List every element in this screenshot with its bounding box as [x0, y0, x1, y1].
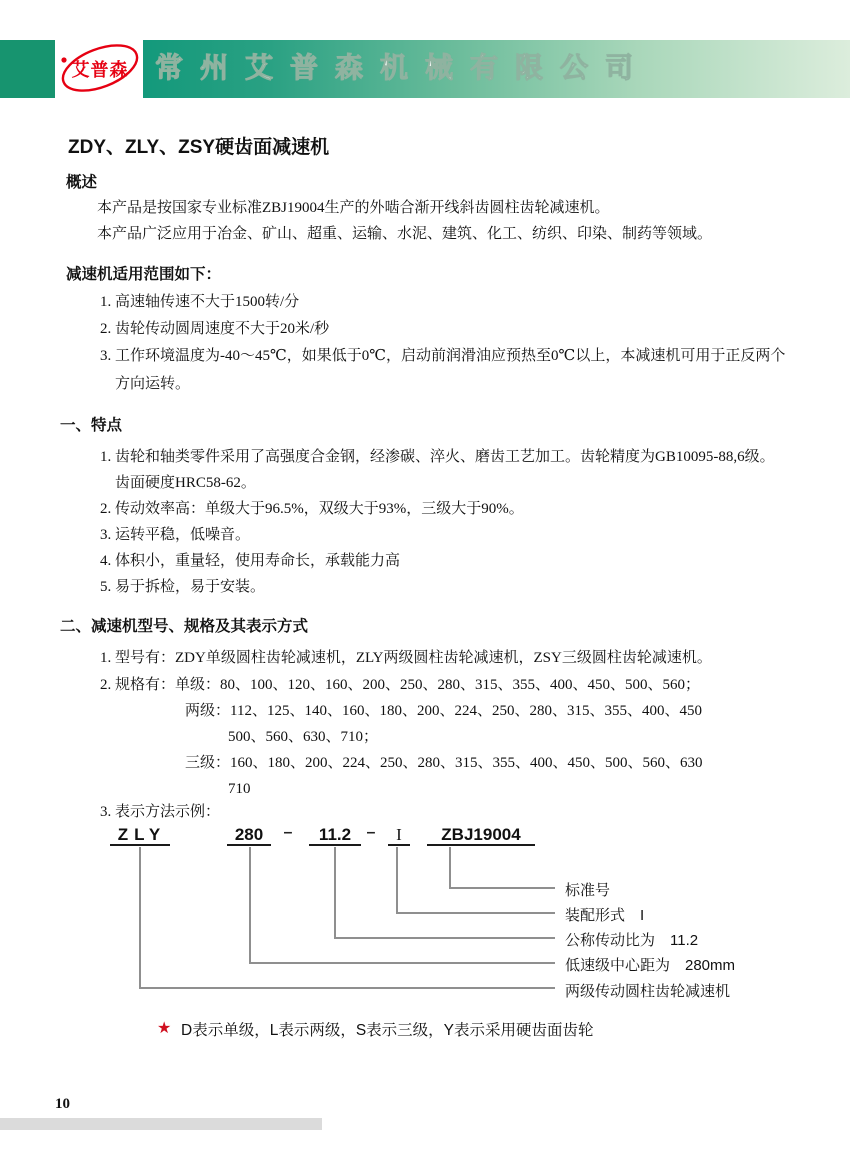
connector-line: [139, 987, 555, 989]
spec-row-two-stage: 两级：112、125、140、160、180、200、224、250、280、315、355、400、450: [185, 703, 702, 719]
feature-item-continuation: 齿面硬度HRC58-62。: [115, 475, 256, 491]
overview-paragraph: 本产品是按国家专业标准ZBJ19004生产的外啮合渐开线斜齿圆柱齿轮减速机。: [97, 200, 610, 216]
designation-code-ratio: 11.2: [309, 825, 361, 846]
logo-ellipse-icon: [55, 40, 143, 98]
page-number: 10: [55, 1096, 70, 1112]
scope-item: 2. 齿轮传动圆周速度不大于20米/秒: [100, 321, 330, 337]
designation-dash: –: [283, 824, 293, 841]
models-heading: 二、减速机型号、规格及其表示方式: [60, 618, 309, 635]
connector-line: [139, 847, 141, 989]
designation-code-standard: ZBJ19004: [427, 825, 535, 846]
models-item: 3. 表示方法示例：: [100, 804, 221, 820]
designation-label-reducer-type: 两级传动圆柱齿轮减速机: [565, 983, 731, 1000]
header-band: [143, 40, 850, 98]
scope-item-continuation: 方向运转。: [115, 376, 191, 392]
designation-dash: –: [366, 824, 376, 841]
spec-row-three-stage-continuation: 710: [228, 781, 251, 797]
header-green-block: [0, 40, 55, 98]
models-item: 2. 规格有：单级：80、100、120、160、200、250、280、315、355、400、450、500、560；: [100, 677, 701, 693]
connector-line: [396, 847, 398, 914]
designation-label-ratio: 公称传动比为 11.2: [565, 932, 699, 949]
company-logo: [55, 40, 143, 98]
connector-line: [396, 912, 555, 914]
overview-paragraph: 本产品广泛应用于冶金、矿山、超重、运输、水泥、建筑、化工、纺织、印染、制药等领域。: [97, 226, 713, 242]
page-title: ZDY、ZLY、ZSY硬齿面减速机: [68, 137, 330, 158]
designation-code-type: ZLY: [110, 825, 170, 846]
connector-line: [249, 962, 555, 964]
feature-item: 4. 体积小，重量轻，使用寿命长，承载能力高: [100, 553, 401, 569]
scope-item: 3. 工作环境温度为-40～45℃，如果低于0℃，启动前润滑油应预热至0℃以上，本减速机可用于正反两个: [100, 348, 786, 364]
connector-line: [449, 887, 555, 889]
scope-item: 1. 高速轴传速不大于1500转/分: [100, 294, 300, 310]
feature-item: 1. 齿轮和轴类零件采用了高强度合金钢，经渗碳、淬火、磨齿工艺加工。齿轮精度为GB10095-88,6级。: [100, 449, 775, 465]
connector-line: [334, 847, 336, 939]
logo-text: 艾普森: [71, 60, 129, 80]
scope-heading: 减速机适用范围如下：: [66, 266, 222, 283]
star-icon: ★: [157, 1018, 172, 1037]
spec-row-three-stage: 三级：160、180、200、224、250、280、315、355、400、450、500、560、630: [185, 755, 703, 771]
models-item: 1. 型号有：ZDY单级圆柱齿轮减速机，ZLY两级圆柱齿轮减速机，ZSY三级圆柱齿轮减速机。: [100, 650, 712, 666]
feature-item: 3. 运转平稳，低噪音。: [100, 527, 251, 543]
connector-line: [449, 847, 451, 889]
overview-heading: 概述: [66, 174, 98, 191]
feature-item: 5. 易于拆检，易于安装。: [100, 579, 266, 595]
spec-row-two-stage-continuation: 500、560、630、710；: [228, 729, 379, 745]
designation-label-center-distance: 低速级中心距为 280mm: [565, 957, 736, 974]
features-heading: 一、特点: [60, 417, 123, 434]
footer-bar: [0, 1118, 322, 1130]
designation-label-standard: 标准号: [565, 882, 611, 899]
feature-item: 2. 传动效率高：单级大于96.5%，双级大于93%，三级大于90%。: [100, 501, 524, 517]
company-name: 常州艾普森机械有限公司: [155, 53, 651, 84]
connector-line: [334, 937, 555, 939]
designation-code-assembly: I: [388, 825, 410, 846]
designation-code-size: 280: [227, 825, 271, 846]
designation-label-assembly: 装配形式 I: [565, 907, 645, 924]
connector-line: [249, 847, 251, 964]
footnote-text: D表示单级，L表示两级，S表示三级，Y表示采用硬齿面齿轮: [181, 1022, 594, 1039]
